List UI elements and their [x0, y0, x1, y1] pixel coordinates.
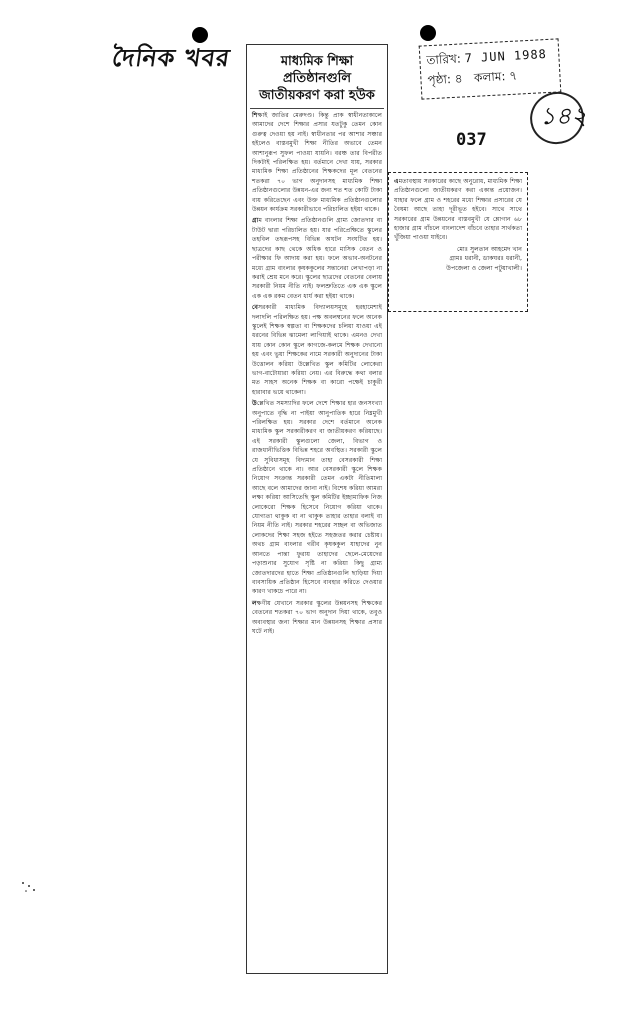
newspaper-name: দৈনিক খবর — [110, 43, 233, 72]
article-clipping — [246, 44, 388, 974]
article-paragraph: গ্রাম বাংলার শিক্ষা প্রতিষ্ঠানগুলি গ্রাম্য জোতদার বা টাউট দ্বারা পরিচালিত হয়। যার পরিপ্রেক্ষিতে স্কুলের তহবিল তছরূপসহ বিভিন্ন অঘটন সংঘটিত হয়। ছাত্রদের কাছ থেকে অধিক হারে মাসিক বেতন ও পরীক্ষার ফি আদায় করা হয়। ফলে অভাব-অনটনের মধ্যে গ্রাম বাংলার কৃষককুলের সন্তানেরা লেখাপড়া না করাই শ্রেয় মনে করে। স্কুলের ছাত্রদের বেতনের বেলায় সরকারী নিয়ম নীতি নাই। ফলশ্রুতিতে এক এক স্কুলে এক এক রকম বেতন ধার্য করা হইয়া থাকে। — [252, 217, 382, 300]
author-address-line-1: গ্রামঃ ধরানী, ডাকঘরঃ ধরানী, — [449, 255, 522, 263]
article-headline — [250, 45, 384, 109]
article-paragraph: উল্লেখিত সমস্যাদির ফলে দেশে শিক্ষার হার জনসংখ্যা অনুপাতে বৃদ্ধি না পাইয়া আনুপাতিক হারে নিম্নমুখী পরিলক্ষিত হয়। সরকার দেশে বর্তমানে অনেক মাধ্যমিক স্কুল সরকারীকরণ বা জাতীয়করণ করিয়াছে। এই সরকারী স্কুলগুলো জেলা, বিভাগ ও রাজধানীভিত্তিক বিভিন্ন শহরে অবস্থিত। সরকারী স্কুলে যে সুবিধাসমূহ বিদ্যমান তাহা বেসরকারী শিক্ষা প্রতিষ্ঠানে থাকে না। আর বেসরকারী স্কুলে শিক্ষক নিয়োগ সংক্রান্ত সরকারী তেমন একটা নীতিমালা আছে বলে আমাদের জানা নাই। বিশেষ করিয়া আমরা লক্ষ্য করিয়া আসিতেছি স্কুল কমিটির ইচ্ছামাফিক নিজ লোকেরো শিক্ষক হিসেবে নিয়োগ করিয়া থাকে। যোগ্যতা থাকুক বা না থাকুক তাহার তাহার বলাই বা নিয়ম নীতি নাই। সরকার শহরের সচ্ছল বা অভিজাত লোকদের শিক্ষা সহজ হইতে সহজতর করার চেষ্টায়। অথচ গ্রাম বাংলার গরীব কৃষককুল যাহাদের নুন আনতে পান্তা ফুরায় তাহাদের ছেলে-মেয়েদের পড়াশুনার সুযোগ সৃষ্টি না করিয়া কিছু গ্রাম্য জোতদারদের হাতে শিক্ষা প্রতিষ্ঠানগুলি ছাড়িয়া দিয়া ব্যবসায়িক প্রতিষ্ঠান হিসেবে ব্যবহার করিতে দেওয়ার কারণ খাকচে পারে না। — [252, 400, 382, 596]
stamp-column-label: কলাম — [473, 69, 502, 85]
stamp-column: ৭ — [508, 68, 518, 83]
punch-hole-right — [420, 25, 436, 41]
stamp-page: ৪ — [454, 71, 463, 86]
handwritten-number: ১৪২ — [540, 102, 587, 130]
stamp-date: 7 JUN 1988 — [464, 47, 548, 66]
article-paragraph: শিক্ষাই জাতির মেরুদণ্ড। কিন্তু প্রাক স্বাধীনতাকালে আমাদের দেশে শিক্ষার প্রসার যতটুকু তেমন কোন গুরুত্ব দেওয়া হয় নাই। স্বাধীনতার পর আশার সঞ্চার হইলেও বাস্তবমুখী শিক্ষা নীতির অভাবে তেমন আশানুরূপ সুফল পাওয়া যায়নি। বরঞ্চ তার বিপরীত দিকটাই পরিলক্ষিত হয়। বর্তমানে দেখা যায়, সরকার মাধ্যমিক শিক্ষা প্রতিষ্ঠানের শিক্ষকদের মূল বেতনের শতকরা ৭০ ভাগ অনুদানসহ মাধ্যমিক শিক্ষা প্রতিষ্ঠানগুলোর উন্নয়ন-এর জন্য শত শত কোটি টাকা ব্যয় করিতেছেন এবং উক্ত মাধ্যমিক প্রতিষ্ঠানগুলোর উন্নয়ন কার্যক্রম সরকারীভাবে পরিচালিত হইয়া থাকে। — [252, 112, 382, 214]
stamp-page-row: পৃষ্ঠা: ৪ কলাম: ৭ — [427, 68, 518, 88]
stamp-date-label: তারিখ — [426, 51, 458, 68]
author-address-line-2: উপজেলা ও জেলা পটুয়াখালী। — [446, 264, 522, 272]
headline-line-3: জাতীয়করণ করা হউক — [259, 88, 375, 103]
headline-line-1: মাধ্যমিক শিক্ষা — [280, 54, 354, 69]
article-paragraph: বেসরকারী মাধ্যমিক বিদ্যালয়সমূহে হরহামেশাই দলাদলি পরিলক্ষিত হয়। পক্ষ অবলম্বনের ফলে অনেক স্কুলেই শিক্ষক স্বল্পতা বা শিক্ষকদের চলিয়া যাওয়া এই ধরনের বিভিন্ন ঝামেলা লাগিয়াই থাকে। এমনও দেখা যায় কোন কোন স্কুলে কাগজে-কলমে শিক্ষক দেখানো হয় এবং ভুয়া শিক্ষকের নামে সরকারী অনুদানের টাকা উত্তোলন করিয়া উল্লেখিত স্কুল কমিটির লোকেরা ভাগ-বাটোয়ারা করিয়া নেয়। এর বিরুদ্ধে কথা বলার মত সাহস অনেক শিক্ষক বা কারো পক্ষেই চাকুরী হারাবার ভয়ে থাকেনা। — [252, 304, 382, 396]
scan-specks — [20, 880, 38, 894]
stamp-page-label: পৃষ্ঠা — [427, 72, 448, 88]
page-code: 037 — [456, 130, 487, 150]
headline-line-2: প্রতিষ্ঠানগুলি — [282, 71, 352, 86]
article-body — [247, 109, 387, 640]
stamp-date-row: তারিখ: 7 JUN 1988 — [426, 47, 548, 68]
article-paragraph: লক্ষণীয় যেখানে সরকার স্কুলের উন্নয়নসহ শিক্ষকের বেতনের শতকরা ৭০ ভাগ অনুদান দিয়া থাকে, তবুও অব্যবস্থার জন্য শিক্ষার মান উন্নয়নসহ শিক্ষার প্রসার ঘটে নাই। — [252, 599, 382, 635]
date-stamp — [419, 38, 562, 99]
author-name: মোঃ সুলতান আহমেদ খান — [457, 245, 522, 253]
continuation-clipping — [388, 172, 528, 312]
continuation-text: এমতাবস্থায় সরকারের কাছে অনুরোধ, মাধ্যমিক শিক্ষা প্রতিষ্ঠানগুলো জাতীয়করণ করা একান্ত প্রয়োজন। যাহার ফলে গ্রাম ও শহরের মধ্যে শিক্ষার প্রসারের যে বৈষম্য আছে তাহা দূরীভূত হইবে। সাথে সাথে সরকারের গ্রাম উন্নয়নের বাস্তবমুখী যে শ্লোগান ৬৮ হাজার গ্রাম বাঁচলে বাংলাদেশ বাঁচবে তাহার সার্থকতা খুঁজিয়া পাওয়া যাইবে। — [394, 178, 522, 242]
